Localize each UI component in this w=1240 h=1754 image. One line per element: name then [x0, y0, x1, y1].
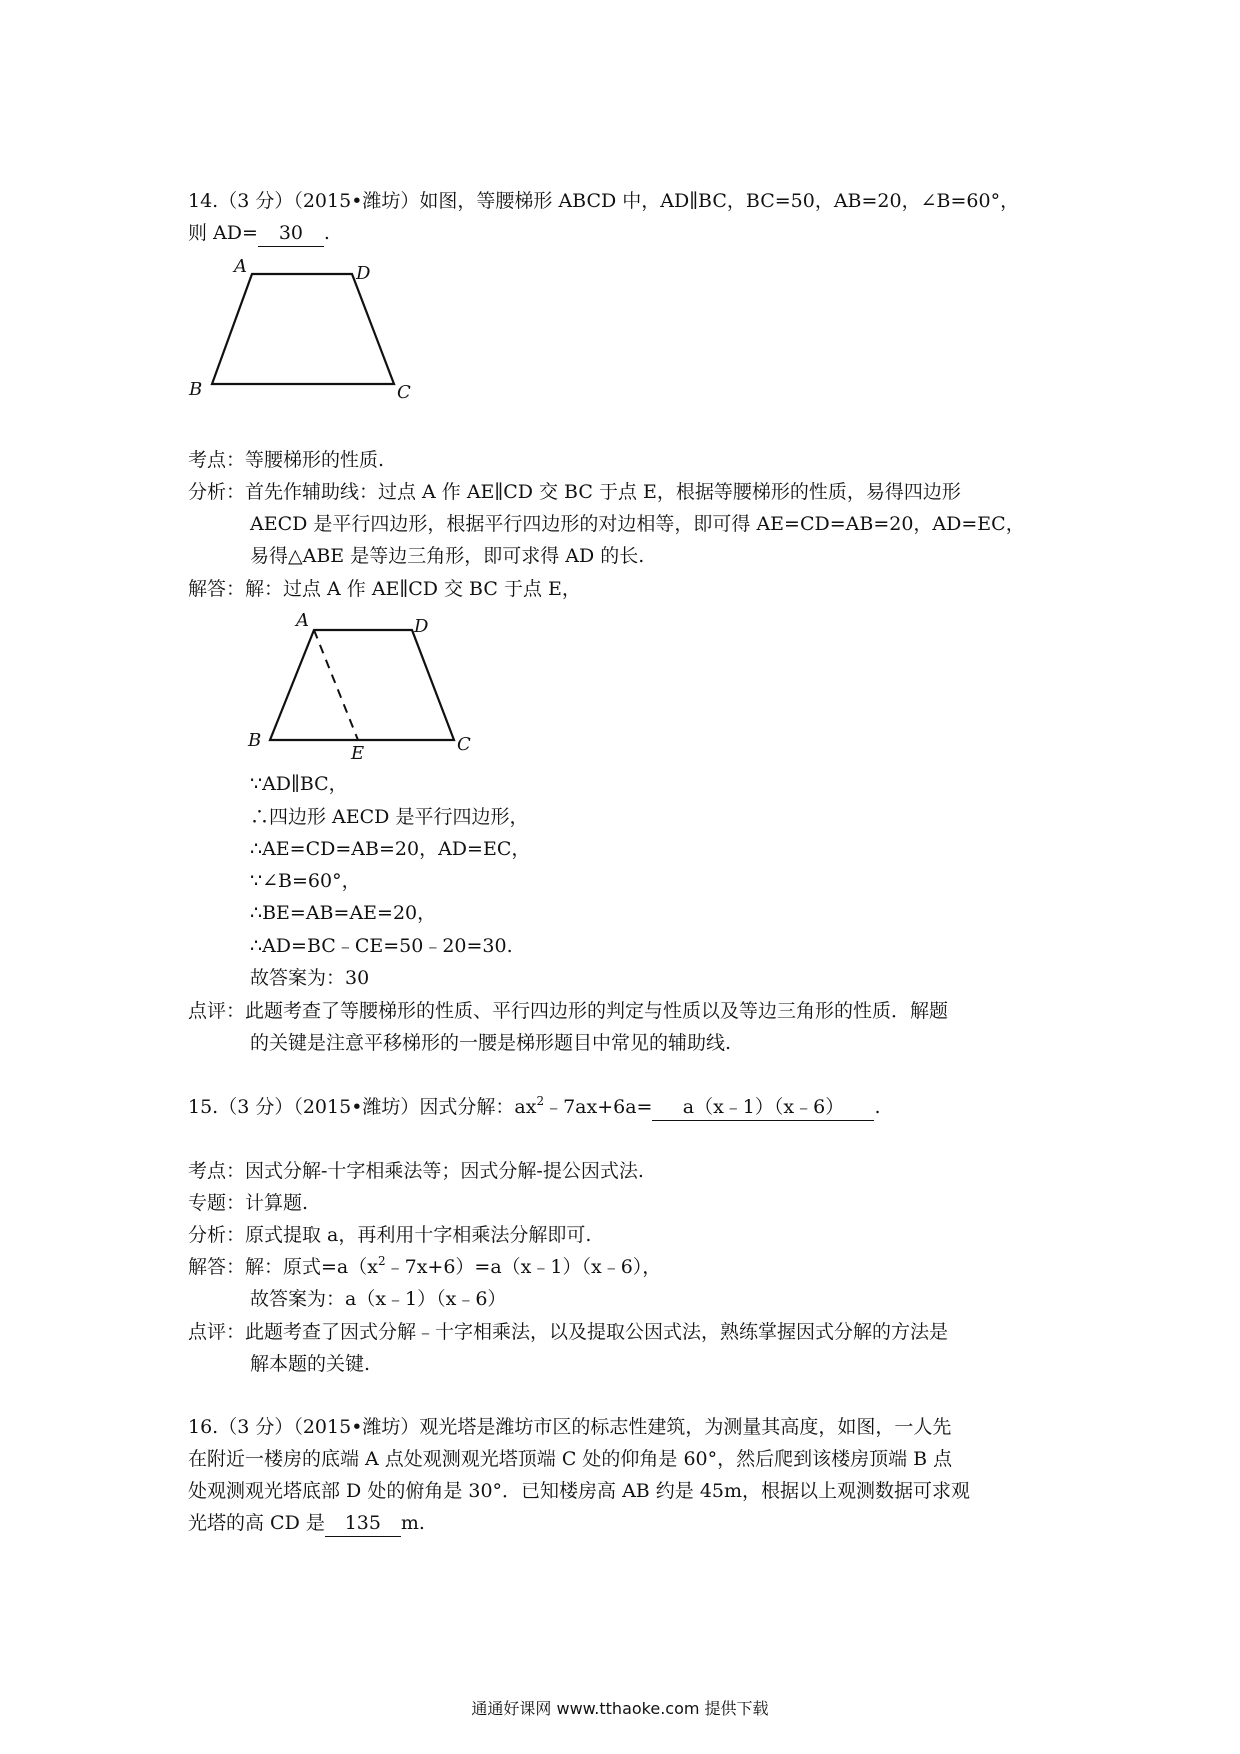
q14-stem-prefix: 则 AD= [188, 222, 258, 244]
q15-zhuanti: 专题：计算题. [188, 1192, 309, 1214]
q16-stem-line-3: 处观测观光塔底部 D 处的俯角是 30°．已知楼房高 AB 约是 45m，根据以上观测数据可求观 [188, 1480, 971, 1502]
q14-dianping-line-2: 的关键是注意平移梯形的一腰是梯形题目中常见的辅助线. [250, 1032, 732, 1054]
q15-answer-blank: a（x﹣1）（x﹣6） [652, 1094, 874, 1121]
q16-answer-blank: 135 [325, 1510, 401, 1537]
fig1-label-b: B [189, 379, 203, 400]
q14-stem-line-2 [188, 218, 330, 248]
q14-auxiliary-figure [246, 604, 486, 760]
fig1-label-d: D [356, 263, 371, 284]
q14-stem-line-1: 14.（3 分）（2015•潍坊）如图，等腰梯形 ABCD 中，AD∥BC，BC=50，AB=20，∠B=60°， [188, 190, 1020, 212]
q14-jieda: 解答：解：过点 A 作 AE∥CD 交 BC 于点 E， [188, 578, 581, 600]
q15-stem-suffix: . [874, 1096, 881, 1118]
q15-jieda-line-1 [188, 1252, 661, 1282]
fig2-label-b: B [248, 730, 262, 751]
q15-stem-prefix: 15.（3 分）（2015•潍坊）因式分解：ax [188, 1096, 537, 1118]
q14-step-7: 故答案为：30 [250, 967, 370, 989]
q14-stem-suffix: . [323, 222, 330, 244]
q16-stem-line-2: 在附近一楼房的底端 A 点处观测观光塔顶端 C 处的仰角是 60°，然后爬到该楼房顶端 B 点 [188, 1448, 953, 1470]
fig2-label-c: C [457, 734, 471, 755]
fig2-label-e: E [351, 743, 365, 760]
q15-dianping-line-2: 解本题的关键. [250, 1353, 371, 1375]
q14-step-3: ∴AE=CD=AB=20，AD=EC， [250, 838, 531, 860]
q15-jieda-prefix: 解答：解：原式=a（x [188, 1256, 378, 1278]
trapezoid-abcd-2 [270, 630, 454, 740]
q14-step-5: ∴BE=AB=AE=20， [250, 902, 437, 924]
fig1-label-c: C [397, 382, 411, 403]
q14-fenxi-line-3: 易得△ABE 是等边三角形，即可求得 AD 的长. [250, 545, 645, 567]
q14-fenxi-line-1: 分析：首先作辅助线：过点 A 作 AE∥CD 交 BC 于点 E，根据等腰梯形的性质，易得四边形 [188, 481, 961, 503]
fig2-label-a: A [296, 610, 309, 631]
q14-step-4: ∵∠B=60°， [250, 870, 361, 892]
q14-step-1: ∵AD∥BC， [250, 773, 348, 795]
q15-jieda-suffix: ﹣7x+6）=a（x﹣1）（x﹣6）， [385, 1256, 662, 1278]
auxiliary-line-ae [314, 630, 358, 740]
q16-stem-suffix: m. [400, 1512, 425, 1534]
trapezoid-abcd [212, 274, 394, 384]
q14-kaodian: 考点：等腰梯形的性质. [188, 449, 385, 471]
q15-stem-sup: 2 [536, 1094, 545, 1108]
q16-stem-line-1: 16.（3 分）（2015•潍坊）观光塔是潍坊市区的标志性建筑，为测量其高度，如图，一人先 [188, 1416, 952, 1438]
q15-kaodian: 考点：因式分解-十字相乘法等；因式分解-提公因式法. [188, 1160, 644, 1182]
page-footer: 通通好课网 www.tthaoke.com 提供下载 [471, 1699, 769, 1718]
q16-stem-line-4 [188, 1508, 425, 1538]
fig2-label-d: D [414, 616, 429, 637]
q15-fenxi: 分析：原式提取 a，再利用十字相乘法分解即可. [188, 1224, 592, 1246]
q15-jieda-sup: 2 [377, 1254, 386, 1268]
q15-jieda-line-2: 故答案为：a（x﹣1）（x﹣6） [250, 1288, 507, 1310]
q15-stem [188, 1092, 881, 1122]
q14-trapezoid-figure [186, 258, 426, 408]
q14-step-6: ∴AD=BC﹣CE=50﹣20=30. [250, 935, 513, 957]
q15-stem-mid: ﹣7ax+6a= [544, 1096, 653, 1118]
q14-dianping-line-1: 点评：此题考查了等腰梯形的性质、平行四边形的判定与性质以及等边三角形的性质．解题 [188, 1000, 949, 1022]
q14-fenxi-line-2: AECD 是平行四边形，根据平行四边形的对边相等，即可得 AE=CD=AB=20，AD=EC， [250, 513, 1025, 535]
q14-step-2: ∴四边形 AECD 是平行四边形， [250, 806, 529, 828]
q14-answer-blank: 30 [258, 220, 324, 247]
fig1-label-a: A [234, 258, 247, 277]
q16-stem-prefix: 光塔的高 CD 是 [188, 1512, 325, 1534]
q15-dianping-line-1: 点评：此题考查了因式分解﹣十字相乘法，以及提取公因式法，熟练掌握因式分解的方法是 [188, 1321, 949, 1343]
